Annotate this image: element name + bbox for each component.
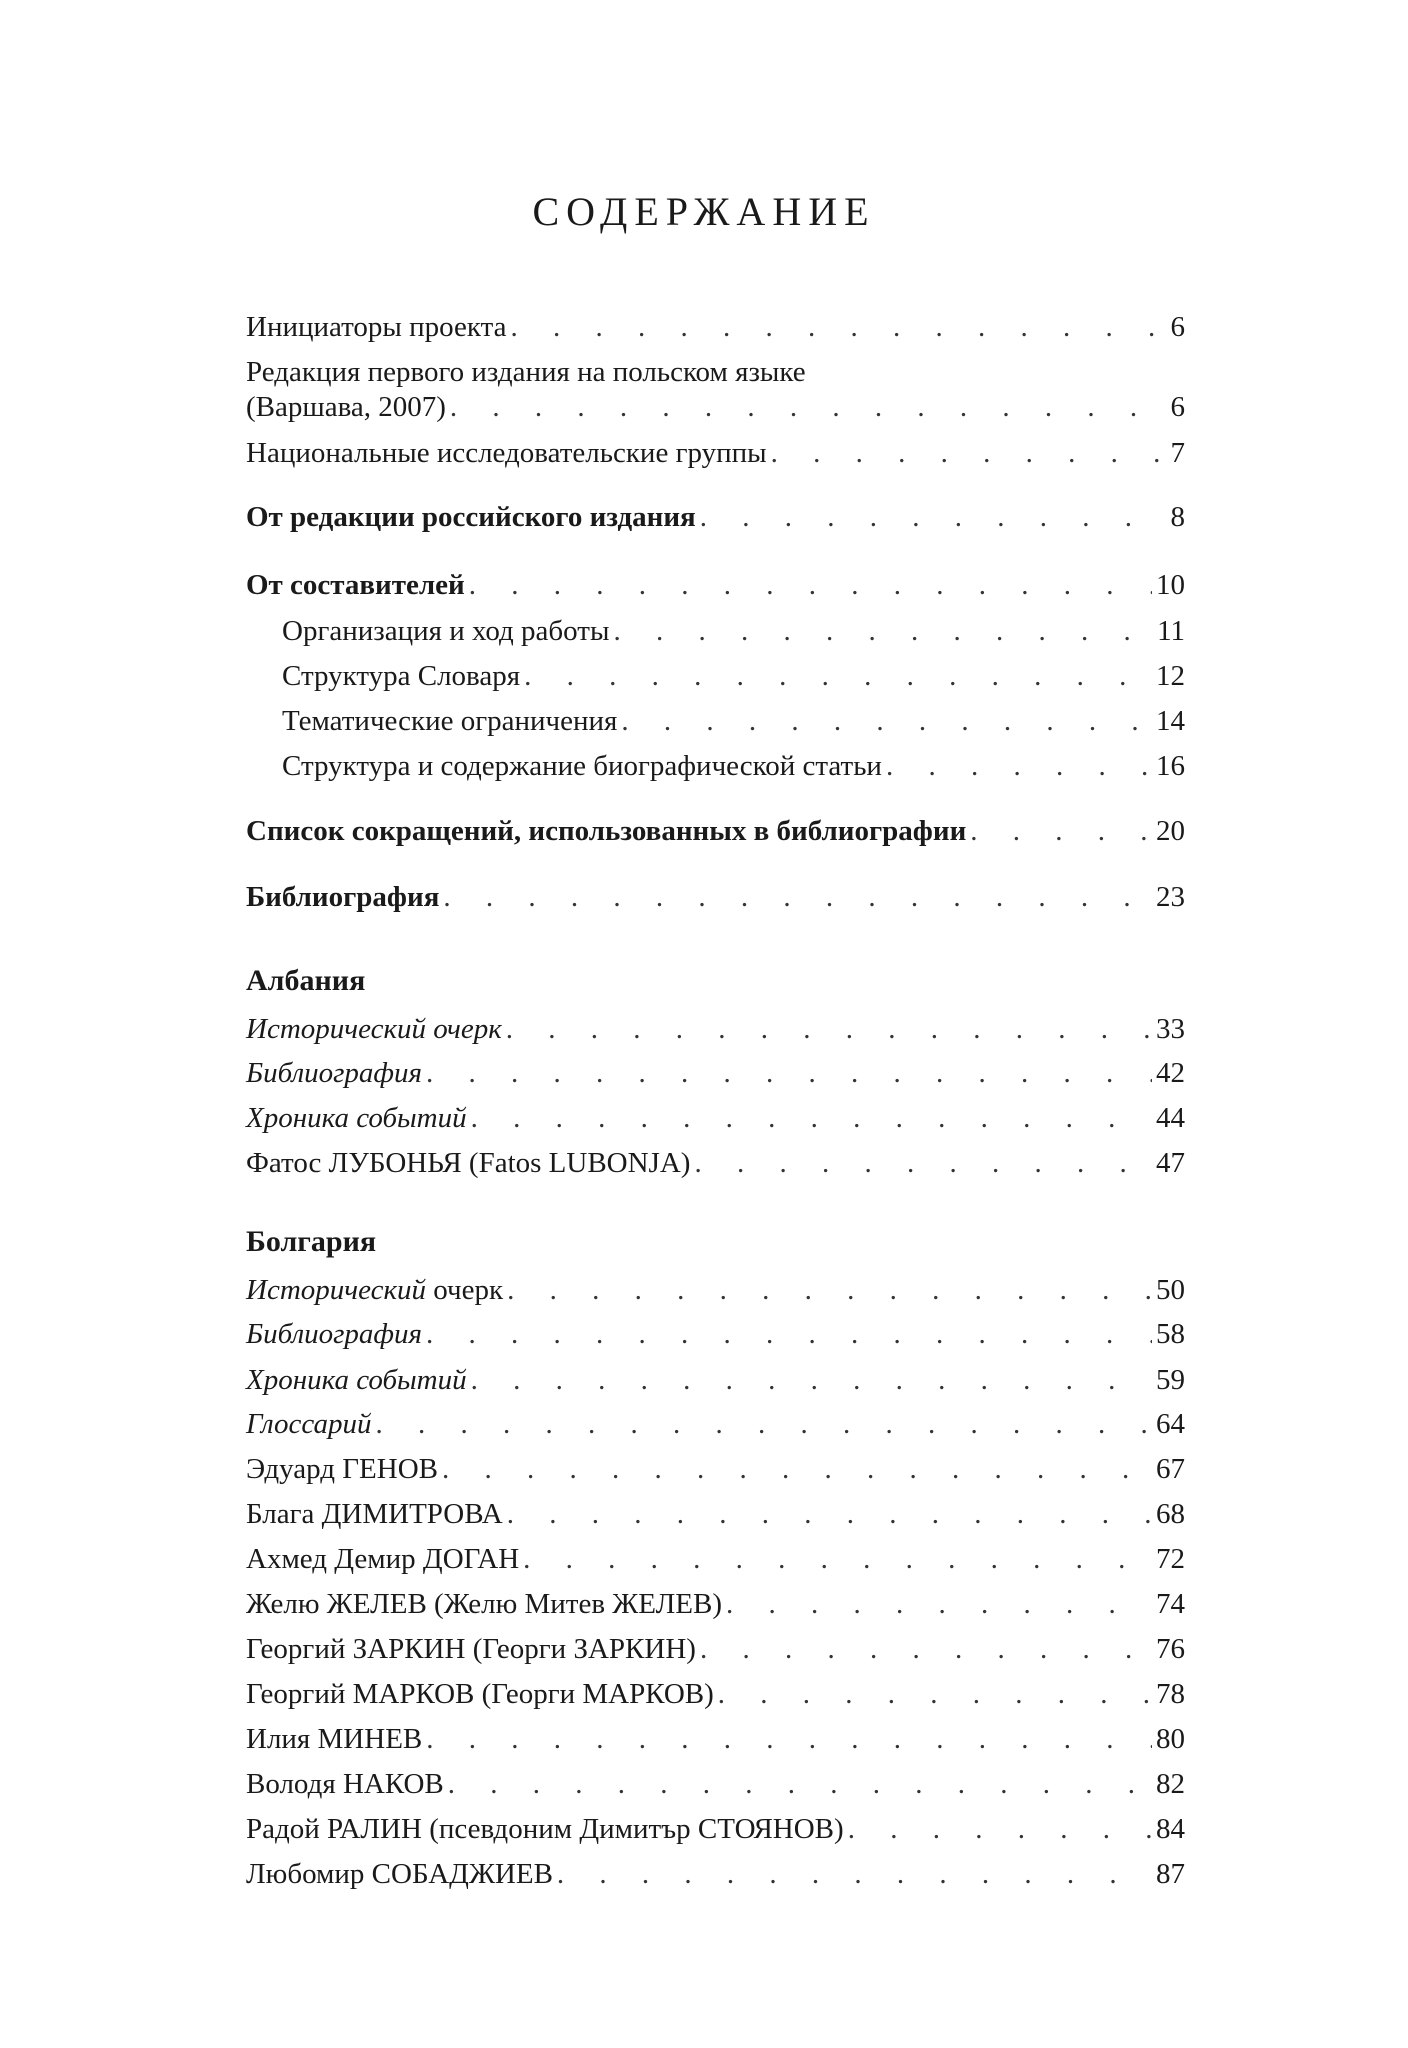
section-heading-bulgaria: Болгария <box>246 1225 377 1258</box>
dot-leader <box>507 1270 1152 1310</box>
dot-leader <box>469 565 1152 605</box>
toc-entry-label: Национальные исследовательские группы <box>246 437 767 469</box>
toc-entry-label: Хроника событий <box>246 1102 467 1134</box>
dot-leader <box>886 746 1152 786</box>
dot-leader <box>700 1629 1152 1669</box>
toc-page-number: 11 <box>1157 615 1185 647</box>
toc-page-number: 7 <box>1170 437 1185 469</box>
toc-entry[interactable] <box>246 877 1185 917</box>
toc-page-number: 23 <box>1156 881 1185 913</box>
page-title: СОДЕРЖАНИЕ <box>532 189 876 234</box>
toc-entry-label: Хроника событий <box>246 1364 467 1396</box>
toc-entry[interactable] <box>246 1674 1185 1714</box>
toc-page-number: 87 <box>1156 1858 1185 1890</box>
toc-entry-label: Желю ЖЕЛЕВ (Желю Митев ЖЕЛЕВ) <box>246 1588 722 1620</box>
toc-entry[interactable] <box>246 433 1185 473</box>
toc-entry[interactable] <box>246 1098 1185 1138</box>
dot-leader <box>621 701 1152 741</box>
toc-entry-label: Георгий ЗАРКИН (Георги ЗАРКИН) <box>246 1633 696 1665</box>
toc-entry-label: Библиография <box>246 1057 422 1089</box>
toc-entry[interactable] <box>246 1764 1185 1804</box>
toc-entry[interactable] <box>246 656 1185 696</box>
toc-page-number: 42 <box>1156 1057 1185 1089</box>
toc-page-number: 67 <box>1156 1453 1185 1485</box>
dot-leader <box>443 877 1152 917</box>
dot-leader <box>426 1719 1152 1759</box>
toc-page-number: 80 <box>1156 1723 1185 1755</box>
toc-page-number: 68 <box>1156 1498 1185 1530</box>
toc-entry-label: Георгий МАРКОВ (Георги МАРКОВ) <box>246 1678 714 1710</box>
dot-leader <box>726 1584 1152 1624</box>
toc-entry-label: Илия МИНЕВ <box>246 1723 423 1755</box>
toc-entry[interactable] <box>246 1270 1185 1310</box>
toc-page-number: 82 <box>1156 1768 1185 1800</box>
toc-entry-label: Структура и содержание биографической статьи <box>282 750 882 782</box>
toc-page-number: 16 <box>1156 750 1185 782</box>
dot-leader <box>970 811 1152 851</box>
toc-entry[interactable] <box>246 387 1185 427</box>
section-heading-albania: Албания <box>246 964 366 997</box>
toc-entry-label: Фатос ЛУБОНЬЯ (Fatos LUBONJA) <box>246 1147 691 1179</box>
dot-leader <box>524 656 1152 696</box>
toc-page-number: 74 <box>1156 1588 1185 1620</box>
toc-entry[interactable] <box>246 1053 1185 1093</box>
dot-leader <box>718 1674 1152 1714</box>
toc-page-number: 44 <box>1156 1102 1185 1134</box>
dot-leader <box>442 1449 1152 1489</box>
toc-entry-label: Любомир СОБАДЖИЕВ <box>246 1858 553 1890</box>
toc-entry-label: Володя НАКОВ <box>246 1768 444 1800</box>
toc-entry-label: От составителей <box>246 569 465 601</box>
dot-leader <box>506 1009 1152 1049</box>
dot-leader <box>511 307 1167 347</box>
dot-leader <box>507 1494 1152 1534</box>
toc-page-number: 47 <box>1156 1147 1185 1179</box>
toc-entry[interactable] <box>246 1314 1185 1354</box>
toc-entry[interactable] <box>246 746 1185 786</box>
dot-leader <box>375 1404 1152 1444</box>
toc-entry[interactable] <box>246 1719 1185 1759</box>
toc-entry[interactable] <box>246 1854 1185 1894</box>
toc-page-number: 72 <box>1156 1543 1185 1575</box>
toc-page-number: 64 <box>1156 1408 1185 1440</box>
toc-entry-label-line1: Редакция первого издания на польском языке <box>246 356 806 388</box>
toc-entry-label: Радой РАЛИН (псевдоним Димитър СТОЯНОВ) <box>246 1813 844 1845</box>
toc-entry-label: Ахмед Демир ДОГАН <box>246 1543 520 1575</box>
dot-leader <box>848 1809 1152 1849</box>
dot-leader <box>471 1360 1152 1400</box>
toc-entry[interactable] <box>246 1629 1185 1669</box>
toc-entry-label-rest: очерк <box>426 1274 504 1306</box>
toc-page-number: 14 <box>1156 705 1185 737</box>
dot-leader <box>700 497 1167 537</box>
toc-page-number: 10 <box>1156 569 1185 601</box>
toc-entry[interactable] <box>246 1809 1185 1849</box>
toc-page-number: 20 <box>1156 815 1185 847</box>
toc-page-number: 33 <box>1156 1013 1185 1045</box>
toc-entry[interactable] <box>246 1584 1185 1624</box>
toc-entry-label-italic: Исторический <box>246 1274 427 1306</box>
dot-leader <box>426 1053 1152 1093</box>
toc-entry-label: Глоссарий <box>246 1408 372 1440</box>
toc-entry-label: Эдуард ГЕНОВ <box>246 1453 438 1485</box>
toc-entry[interactable] <box>246 1360 1185 1400</box>
toc-entry[interactable] <box>246 1494 1185 1534</box>
dot-leader <box>448 1764 1152 1804</box>
toc-entry-label: Инициаторы проекта <box>246 311 507 343</box>
toc-entry[interactable] <box>246 1009 1185 1049</box>
toc-entry-label: Блага ДИМИТРОВА <box>246 1498 503 1530</box>
toc-entry-label: Библиография <box>246 881 440 913</box>
toc-entry[interactable] <box>246 611 1185 651</box>
toc-entry[interactable] <box>246 565 1185 605</box>
toc-entry-label: Тематические ограничения <box>282 705 618 737</box>
toc-page-number: 12 <box>1156 660 1185 692</box>
toc-page-number: 6 <box>1170 311 1185 343</box>
dot-leader <box>523 1539 1152 1579</box>
toc-entry[interactable] <box>246 1449 1185 1489</box>
toc-entry-label: Организация и ход работы <box>282 615 610 647</box>
toc-page-number: 76 <box>1156 1633 1185 1665</box>
toc-entry[interactable] <box>246 497 1185 537</box>
toc-entry-label: (Варшава, 2007) <box>246 391 446 423</box>
dot-leader <box>426 1314 1152 1354</box>
toc-entry-label: От редакции российского издания <box>246 501 696 533</box>
toc-entry[interactable] <box>246 1539 1185 1579</box>
toc-entry[interactable] <box>246 1404 1185 1444</box>
toc-entry-label <box>246 1270 503 1310</box>
toc-page-number: 50 <box>1156 1274 1185 1306</box>
dot-leader <box>557 1854 1152 1894</box>
toc-page-number: 8 <box>1170 501 1185 533</box>
dot-leader <box>613 611 1153 651</box>
toc-entry-label: Библиография <box>246 1318 422 1350</box>
toc-page-number: 58 <box>1156 1318 1185 1350</box>
dot-leader <box>771 433 1167 473</box>
dot-leader <box>471 1098 1152 1138</box>
toc-entry[interactable] <box>246 701 1185 741</box>
toc-page-number: 59 <box>1156 1364 1185 1396</box>
dot-leader <box>450 387 1167 427</box>
toc-entry-label: Список сокращений, использованных в библиографии <box>246 815 967 847</box>
toc-entry-label: Исторический очерк <box>246 1013 502 1045</box>
toc-entry-label: Структура Словаря <box>282 660 521 692</box>
toc-page-number: 6 <box>1170 391 1185 423</box>
toc-page-number: 84 <box>1156 1813 1185 1845</box>
toc-entry[interactable] <box>246 1143 1185 1183</box>
toc-entry[interactable] <box>246 307 1185 347</box>
toc-entry[interactable] <box>246 811 1185 851</box>
dot-leader <box>694 1143 1152 1183</box>
toc-page-number: 78 <box>1156 1678 1185 1710</box>
